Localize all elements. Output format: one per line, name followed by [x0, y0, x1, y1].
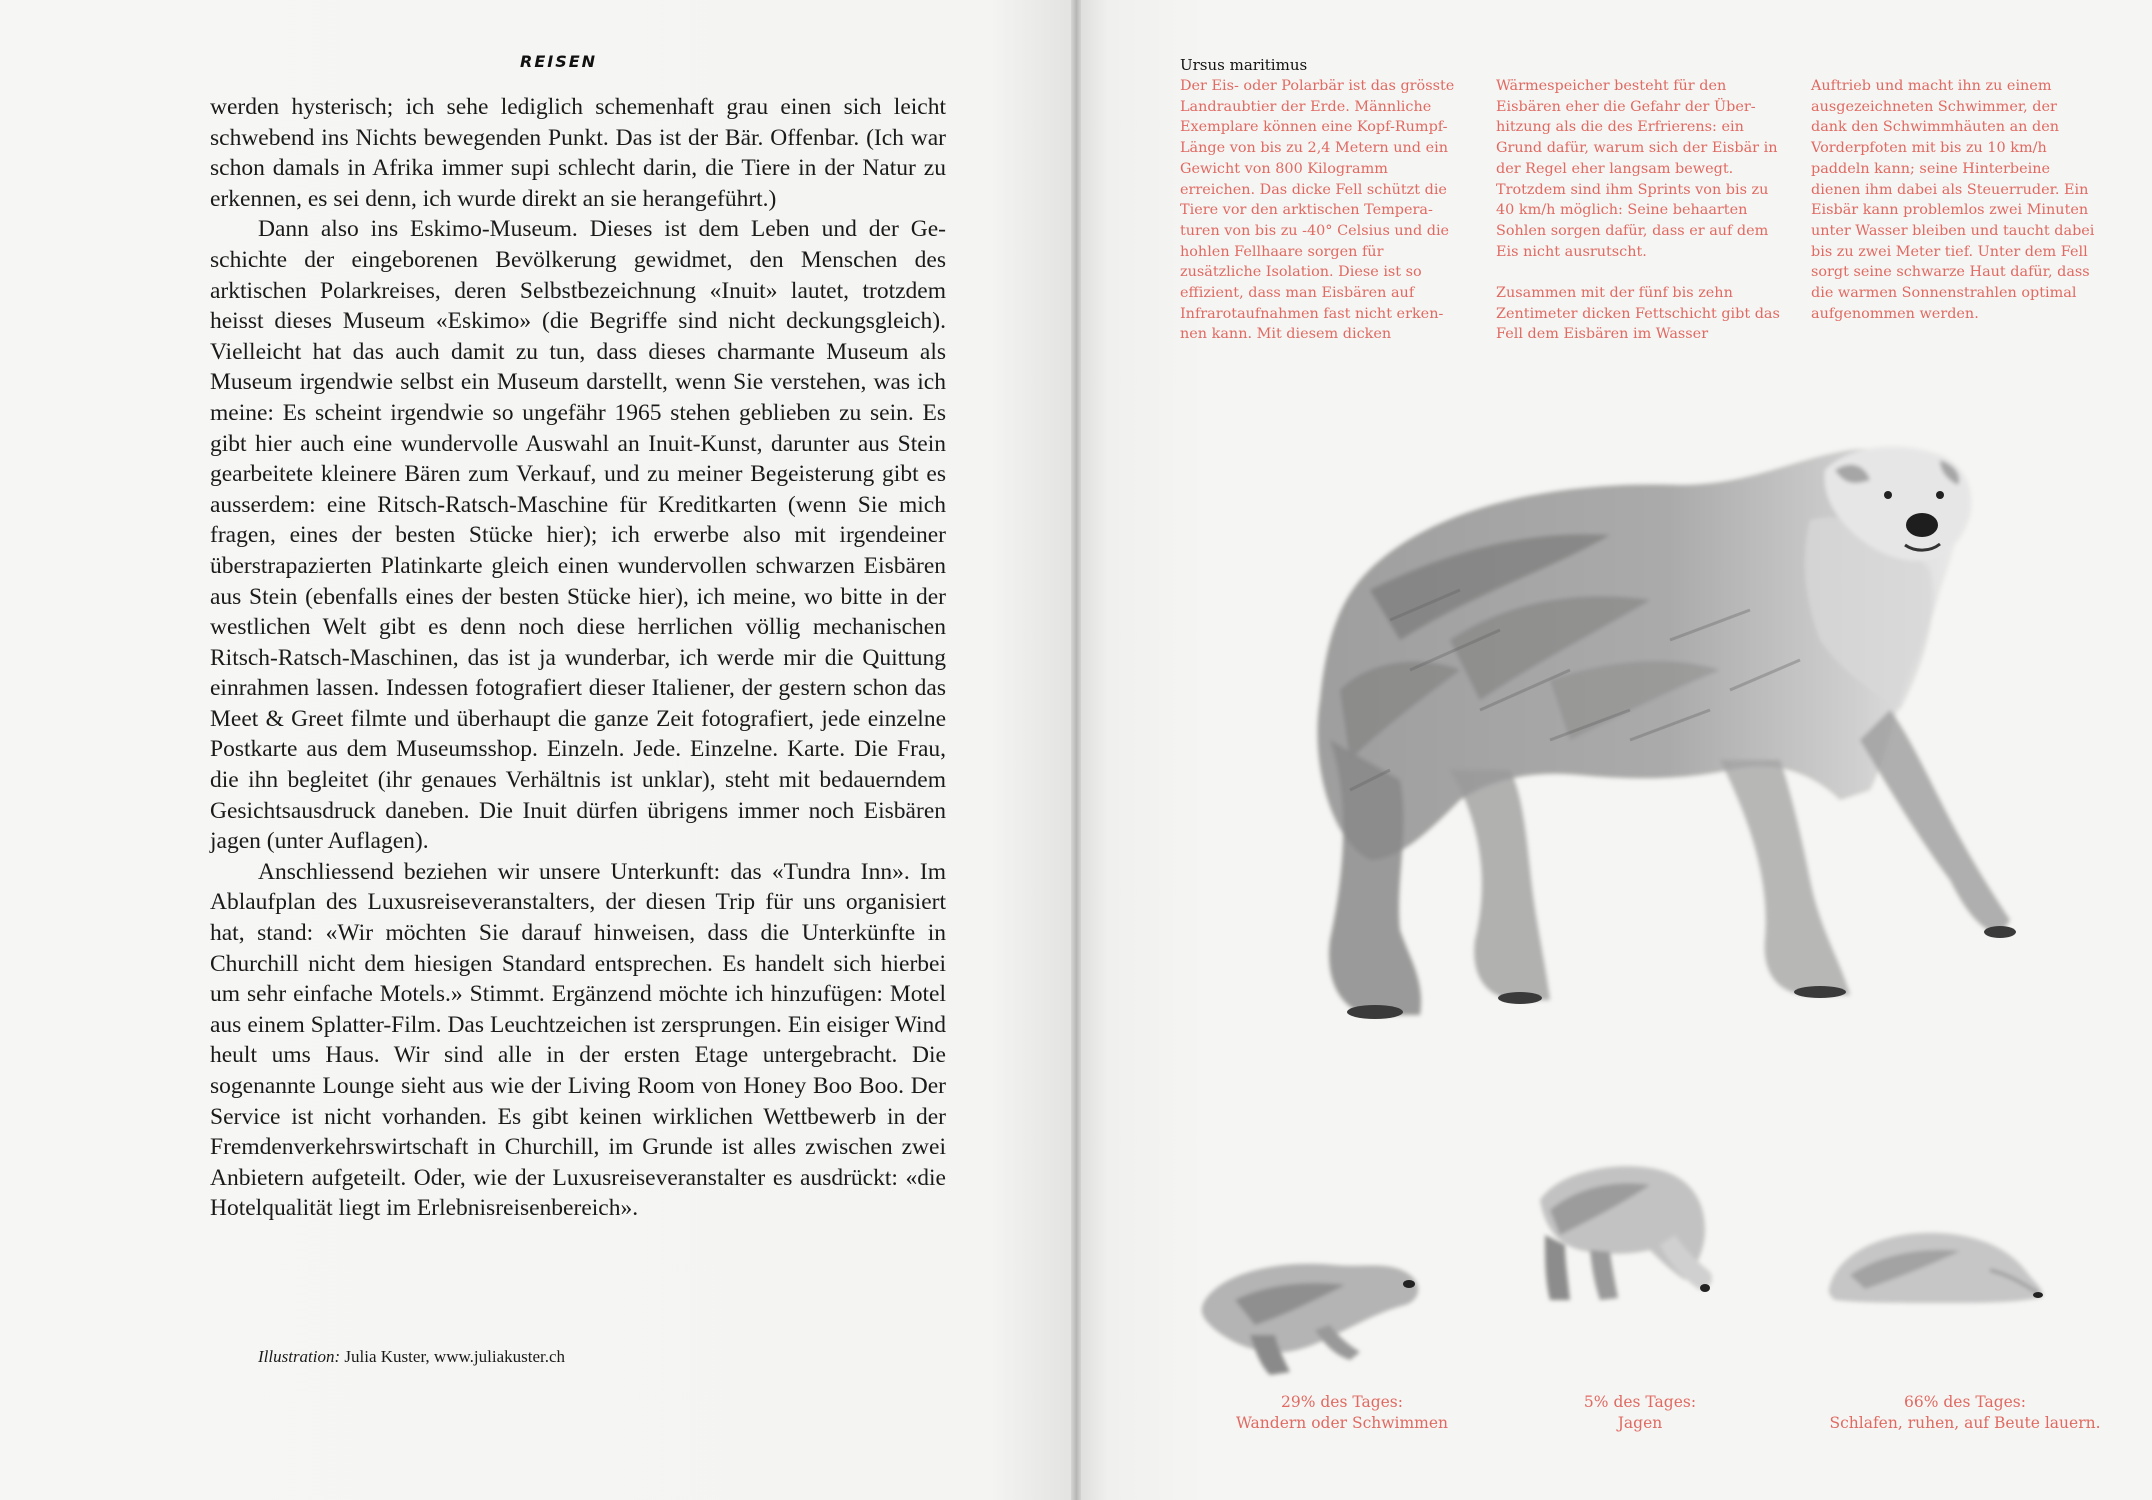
info-column-2: [1496, 76, 1781, 345]
caption-activity: Schlafen, ruhen, auf Beute lauern.: [1829, 1414, 2101, 1432]
caption-resting: [1825, 1392, 2105, 1434]
info-column-3: [1811, 76, 2096, 324]
paragraph: werden hysterisch; ich sehe lediglich schemenhaft grau einen sich leicht schwebend ins Nichts bewegenden Punkt. Das ist der Bär. Offenbar. (Ich war schon damals in Afrika immer supi schlecht darin, die Tiere in der Natur zu erkennen, es sei denn, ich wurde direkt an sie herangeführt.): [210, 94, 946, 212]
page-gutter: [1071, 0, 1081, 1500]
paragraph: Anschliessend beziehen wir unsere Unterkunft: das «Tundra Inn». Im Ablaufplan des Luxusreiseveranstalters, der diesen Trip für uns organisiert hat, stand: «Wir möchten Sie darauf hinweisen, dass die Unterkünfte in Churchill nicht dem hiesigen Standard entsprechen. Es handelt sich hierbei um sehr einfache Motels.» Stimmt. Ergänzend möchte ich hinzufügen: Motel aus einem Splatter-Film. Das Leuchtzeichen ist zersprungen. Ein eisiger Wind heult ums Haus. Wir sind alle in der ersten Etage untergebracht. Die sogenannte Lounge sieht aus wie der Living Room von Honey Boo Boo. Der Service ist nicht vorhanden. Es gibt keinen wirklichen Wettbewerb in der Fremdenverkehrswirtschaft in Churchill, im Grunde ist alles zwischen zwei Anbietern aufgeteilt. Oder, wie der Luxusreiseveranstalter es ausdrückt: «die Hotelqualität liegt im Erlebnisreisenbereich».: [210, 858, 946, 1222]
info-text: Zusammen mit der fünf bis zehn Zentimeter dicken Fettschicht gibt das Fell dem Eisbären im Wasser: [1496, 285, 1780, 343]
caption-activity: Jagen: [1617, 1414, 1663, 1432]
info-text: Auftrieb und macht ihn zu einem ausgezeichneten Schwimmer, der dank den Schwimmhäuten an den Vorderpfoten mit bis zu 10 km/h paddeln kann; seine Hinterbeine dienen ihm dabei als Steuerruder. Ein Eisbär kann problemlos zwei Minuten unter Wasser bleiben und taucht dabei bis zu zwei Meter tief. Unter dem Fell sorgt seine schwarze Haut dafür, dass die warmen Sonnenstrahlen optimal aufgenommen werden.: [1811, 78, 2095, 322]
info-column-1: [1180, 76, 1465, 345]
caption-swimming: [1212, 1392, 1472, 1434]
illustration-credit: [258, 1347, 565, 1367]
credit-label: Illustration:: [258, 1347, 341, 1366]
polar-bear-hunting-illustration: [1520, 1150, 1720, 1310]
caption-percent: 5% des Tages:: [1583, 1393, 1697, 1411]
caption-percent: 66% des Tages:: [1903, 1393, 2026, 1411]
running-head: REISEN: [520, 52, 598, 71]
caption-percent: 29% des Tages:: [1280, 1393, 1403, 1411]
caption-hunting: [1510, 1392, 1770, 1434]
info-title: Ursus maritimus: [1180, 56, 1308, 74]
polar-bear-standing-illustration: [1250, 440, 2020, 1060]
credit-text: Julia Kuster, www.juliakuster.ch: [340, 1347, 566, 1366]
info-text: Der Eis- oder Polarbär ist das grösste Landraubtier der Erde. Männliche Exemplare können eine Kopf-Rumpf-Länge von bis zu 2,4 Metern und ein Gewicht von 800 Kilogramm erreichen. Das dicke Fell schützt die Tiere vor den arktischen Temperaturen von bis zu -40° Celsius und die hohlen Fellhaare sorgen für zusätzliche Isolation. Diese ist so effizient, dass man Eisbären auf Infrarotaufnahmen fast nicht erkennen kann. Mit diesem dicken: [1180, 78, 1455, 343]
caption-activity: Wandern oder Schwimmen: [1235, 1414, 1449, 1432]
paragraph: Dann also ins Eskimo-Museum. Dieses ist dem Leben und der Geschichte der eingeborenen Bevölkerung gewidmet, den Menschen des arktischen Polarkreises, deren Selbstbezeichnung «Inuit» lautet, trotzdem heisst dieses Museum «Eskimo» (die Begriffe sind nicht deckungsgleich). Vielleicht hat das auch damit zu tun, dass dieses charmante Museum als Museum irgendwie selbst ein Museum darstellt, wenn Sie verstehen, was ich meine: Es scheint irgendwie so ungefähr 1965 stehen geblieben zu sein. Es gibt hier auch eine wundervolle Auswahl an Inuit-Kunst, darunter aus Stein gearbeitete kleinere Bären zum Verkauf, und zu meiner Begeisterung gibt es ausserdem: eine Ritsch-Ratsch-Maschine für Kreditkarten (wenn Sie mich fragen, eines der besten Stücke hier); ich erwerbe also mit irgendeiner überstrapazierten Platinkarte gleich einen wundervollen schwarzen Eisbären aus Stein (ebenfalls eines der besten Stücke hier), ich meine, wo bitte in der westlichen Welt gibt es denn noch diese herrlichen völlig mechanischen Ritsch-Ratsch-Maschinen, das ist ja wunderbar, ich werde mir die Quittung einrahmen lassen. Indessen fotografiert dieser Italiener, der gestern schon das Meet & Greet filmte und überhaupt die ganze Zeit fotografiert, jede einzelne Postkarte aus dem Museumsshop. Einzeln. Jede. Einzelne. Karte. Die Frau, die ihn begleitet (ihr genaues Verhältnis ist unklar), steht mit bedauerndem Gesichtsausdruck daneben. Die Inuit dürfen übrigens immer noch Eisbären jagen (unter Auflagen).: [210, 216, 946, 855]
polar-bear-swimming-illustration: [1195, 1240, 1425, 1380]
article-body: [210, 92, 946, 1224]
polar-bear-resting-illustration: [1820, 1215, 2050, 1310]
info-text: Wärmespeicher besteht für den Eisbären eher die Gefahr der Überhitzung als die des Erfrierens: ein Grund dafür, warum sich der Eisbär in der Regel eher langsam bewegt. Trotzdem sind ihm Sprints von bis zu 40 km/h möglich: Seine behaarten Sohlen sorgen dafür, dass er auf dem Eis nicht ausrutscht.: [1496, 78, 1778, 260]
